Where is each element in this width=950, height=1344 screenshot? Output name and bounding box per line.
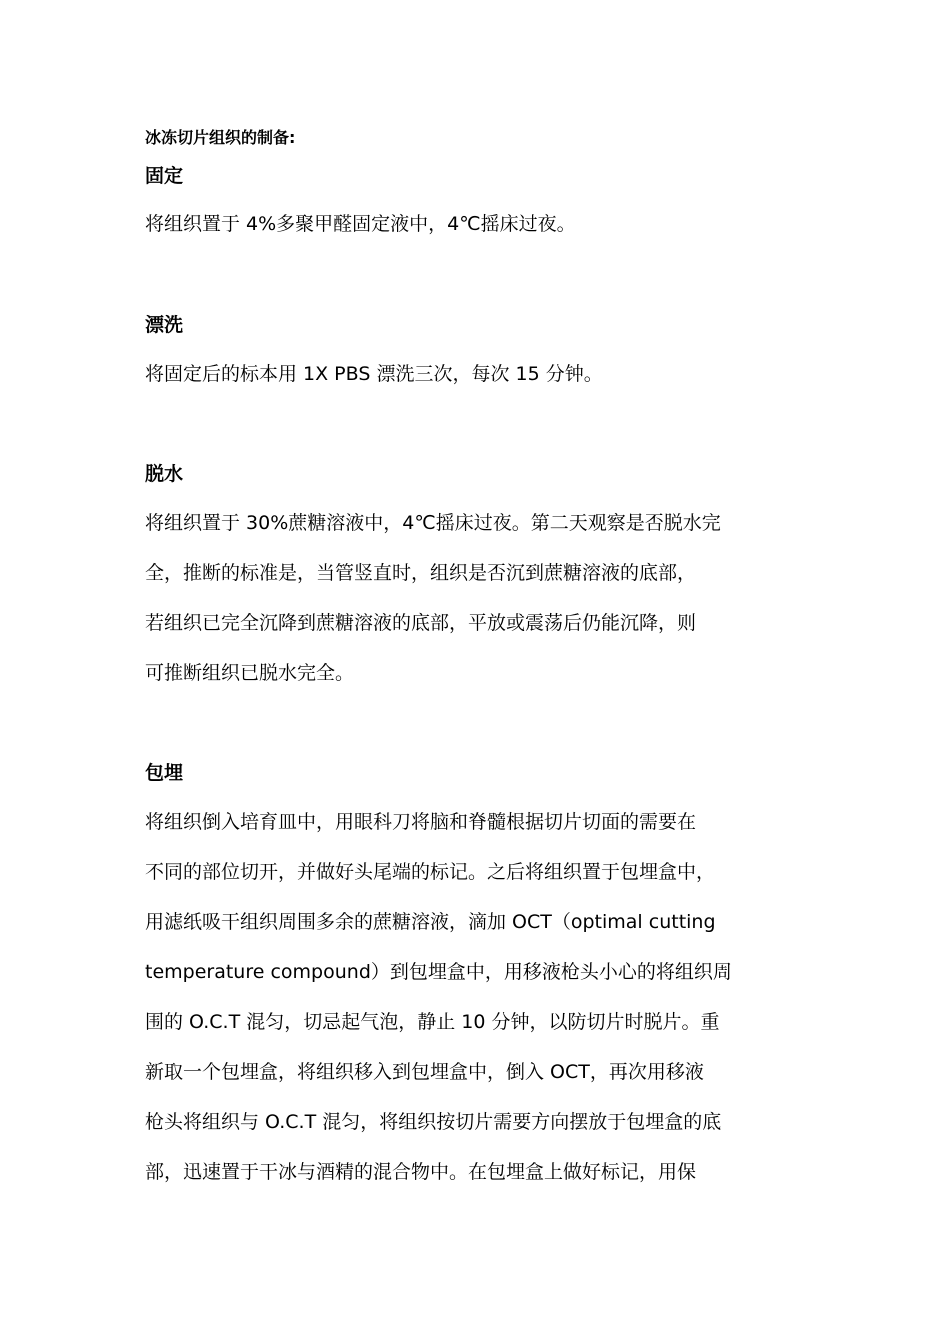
paragraph-line: 部，迅速置于干冰与酒精的混合物中。在包埋盒上做好标记，用保 (145, 1161, 697, 1183)
paragraph-line: 将组织置于 30%蔗糖溶液中，4℃摇床过夜。第二天观察是否脱水完 (145, 512, 721, 534)
section-body-dehydration (145, 498, 825, 698)
section-heading-rinse: 漂洗 (145, 314, 184, 336)
paragraph-line: 新取一个包埋盒，将组织移入到包埋盒中，倒入 OCT，再次用移液 (145, 1061, 704, 1083)
paragraph-line: 用滤纸吸干组织周围多余的蔗糖溶液，滴加 OCT（optimal cutting (145, 911, 716, 933)
paragraph-line: 将组织置于 4%多聚甲醛固定液中，4℃摇床过夜。 (145, 213, 576, 235)
paragraph-line: temperature compound）到包埋盒中，用移液枪头小心的将组织周 (145, 961, 732, 983)
paragraph-line: 全，推断的标准是，当管竖直时，组织是否沉到蔗糖溶液的底部， (145, 562, 697, 584)
paragraph-line: 围的 O.C.T 混匀，切忌起气泡，静止 10 分钟，以防切片时脱片。重 (145, 1011, 720, 1033)
section-body-rinse (145, 349, 825, 399)
section-heading-dehydration: 脱水 (145, 463, 184, 485)
paragraph-line: 枪头将组织与 O.C.T 混匀，将组织按切片需要方向摆放于包埋盒的底 (145, 1111, 722, 1133)
paragraph-line: 不同的部位切开，并做好头尾端的标记。之后将组织置于包埋盒中， (145, 861, 716, 883)
document-title: 冰冻切片组织的制备: (145, 128, 296, 147)
section-heading-embedding: 包埋 (145, 762, 184, 784)
paragraph-line: 可推断组织已脱水完全。 (145, 662, 355, 684)
paragraph-line: 将组织倒入培育皿中，用眼科刀将脑和脊髓根据切片切面的需要在 (145, 811, 697, 833)
section-heading-fixation: 固定 (145, 165, 184, 187)
section-body-embedding (145, 797, 825, 1197)
section-body-fixation (145, 199, 825, 249)
paragraph-line: 将固定后的标本用 1X PBS 漂洗三次，每次 15 分钟。 (145, 363, 603, 385)
paragraph-line: 若组织已完全沉降到蔗糖溶液的底部，平放或震荡后仍能沉降，则 (145, 612, 697, 634)
